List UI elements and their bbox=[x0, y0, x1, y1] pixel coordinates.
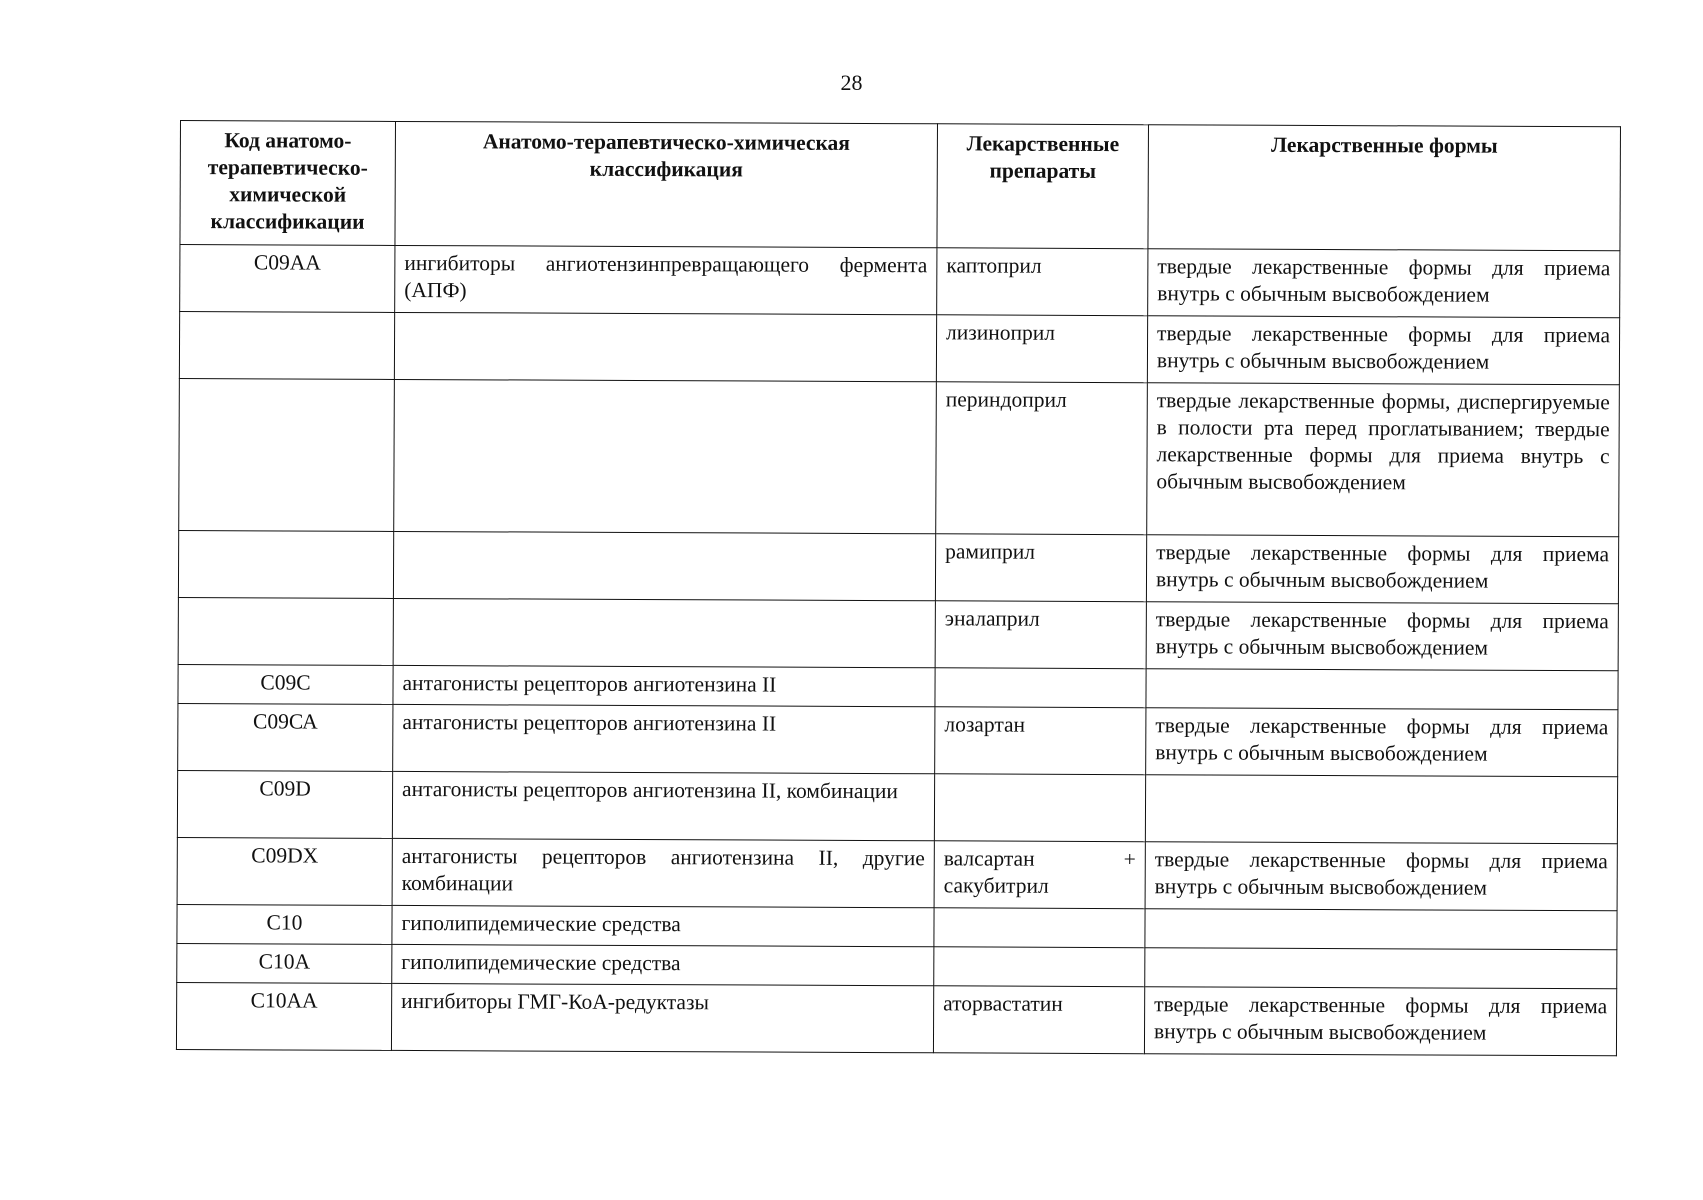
cell-classification: антагонисты рецепторов ангиотензина II, другие комбинации bbox=[392, 838, 934, 907]
table-row bbox=[177, 837, 1617, 910]
cell-code: С09С bbox=[178, 664, 393, 704]
cell-drug: рамиприл bbox=[935, 534, 1146, 602]
cell-drug: лизиноприл bbox=[936, 315, 1147, 383]
cell-classification: гиполипидемические средства bbox=[392, 905, 934, 946]
cell-form: твердые лекарственные формы для приема внутрь с обычным высвобождением bbox=[1148, 249, 1620, 318]
cell-drug bbox=[934, 947, 1145, 987]
cell-code: С10А bbox=[177, 943, 392, 983]
cell-classification: ингибиторы ГМГ-КоА-редуктазы bbox=[391, 983, 933, 1052]
cell-form: твердые лекарственные формы для приема внутрь с обычным высвобождением bbox=[1147, 316, 1619, 385]
cell-code: С09D bbox=[177, 770, 392, 838]
cell-form bbox=[1145, 909, 1617, 950]
cell-code: С09АА bbox=[180, 245, 395, 313]
table-row bbox=[176, 982, 1616, 1055]
cell-code bbox=[178, 530, 393, 598]
cell-form: твердые лекарственные формы для приема внутрь с обычным высвобождением bbox=[1145, 842, 1617, 911]
cell-drug bbox=[934, 908, 1145, 948]
page-number: 28 bbox=[840, 70, 863, 95]
header-code: Код анатомо-терапевтическо-химической классификации bbox=[180, 121, 396, 246]
atc-table bbox=[176, 120, 1621, 1056]
table-row bbox=[177, 770, 1617, 843]
header-classification: Анатомо-терапевтическо-химическая классификация bbox=[395, 121, 938, 247]
cell-code: С10АА bbox=[176, 982, 391, 1050]
cell-form bbox=[1145, 775, 1617, 844]
cell-drug: лозартан bbox=[935, 707, 1146, 775]
cell-classification: гиполипидемические средства bbox=[392, 944, 934, 985]
cell-code bbox=[179, 312, 394, 380]
cell-drug: аторвастатин bbox=[933, 986, 1144, 1054]
table-row bbox=[180, 245, 1620, 318]
table-row bbox=[178, 703, 1618, 776]
table-row bbox=[178, 530, 1618, 603]
cell-drug bbox=[934, 774, 1145, 842]
cell-classification bbox=[394, 379, 937, 533]
cell-code bbox=[179, 378, 395, 531]
cell-form: твердые лекарственные формы для приема внутрь с обычным высвобождением bbox=[1146, 602, 1618, 671]
cell-drug bbox=[935, 668, 1146, 708]
table-row bbox=[178, 597, 1618, 670]
cell-form: твердые лекарственные формы для приема внутрь с обычным высвобождением bbox=[1144, 987, 1616, 1056]
table-row bbox=[177, 943, 1617, 988]
cell-drug: каптоприл bbox=[937, 248, 1148, 316]
cell-classification: ингибиторы ангиотензинпревращающего фермента (АПФ) bbox=[395, 245, 937, 314]
cell-classification: антагонисты рецепторов ангиотензина II bbox=[393, 704, 935, 773]
cell-classification: антагонисты рецепторов ангиотензина II bbox=[393, 665, 935, 706]
cell-code: С09СА bbox=[178, 703, 393, 771]
table-row bbox=[179, 312, 1619, 385]
cell-classification bbox=[394, 312, 936, 381]
table-row bbox=[179, 378, 1620, 536]
cell-drug: периндоприл bbox=[936, 382, 1148, 535]
cell-drug: валсартан + сакубитрил bbox=[934, 841, 1145, 909]
cell-classification: антагонисты рецепторов ангиотензина II, комбинации bbox=[392, 771, 934, 840]
cell-code: С10 bbox=[177, 904, 392, 944]
cell-form: твердые лекарственные формы для приема внутрь с обычным высвобождением bbox=[1146, 708, 1618, 777]
header-forms: Лекарственные формы bbox=[1148, 125, 1621, 251]
cell-form: твердые лекарственные формы для приема внутрь с обычным высвобождением bbox=[1146, 535, 1618, 604]
header-drugs: Лекарственные препараты bbox=[937, 124, 1149, 249]
cell-code bbox=[178, 597, 393, 665]
cell-form bbox=[1145, 948, 1617, 989]
cell-form bbox=[1146, 669, 1618, 710]
cell-code: С09DX bbox=[177, 837, 392, 905]
table-row bbox=[177, 904, 1617, 949]
cell-classification bbox=[393, 598, 935, 667]
cell-form: твердые лекарственные формы, диспергируемые в полости рта перед проглатыванием; твердые лекарственные формы для приема внутрь с обычным высвобождением bbox=[1147, 383, 1620, 537]
cell-classification bbox=[393, 531, 935, 600]
table-header-row bbox=[180, 121, 1621, 251]
cell-drug: эналаприл bbox=[935, 601, 1146, 669]
table-row bbox=[178, 664, 1618, 709]
